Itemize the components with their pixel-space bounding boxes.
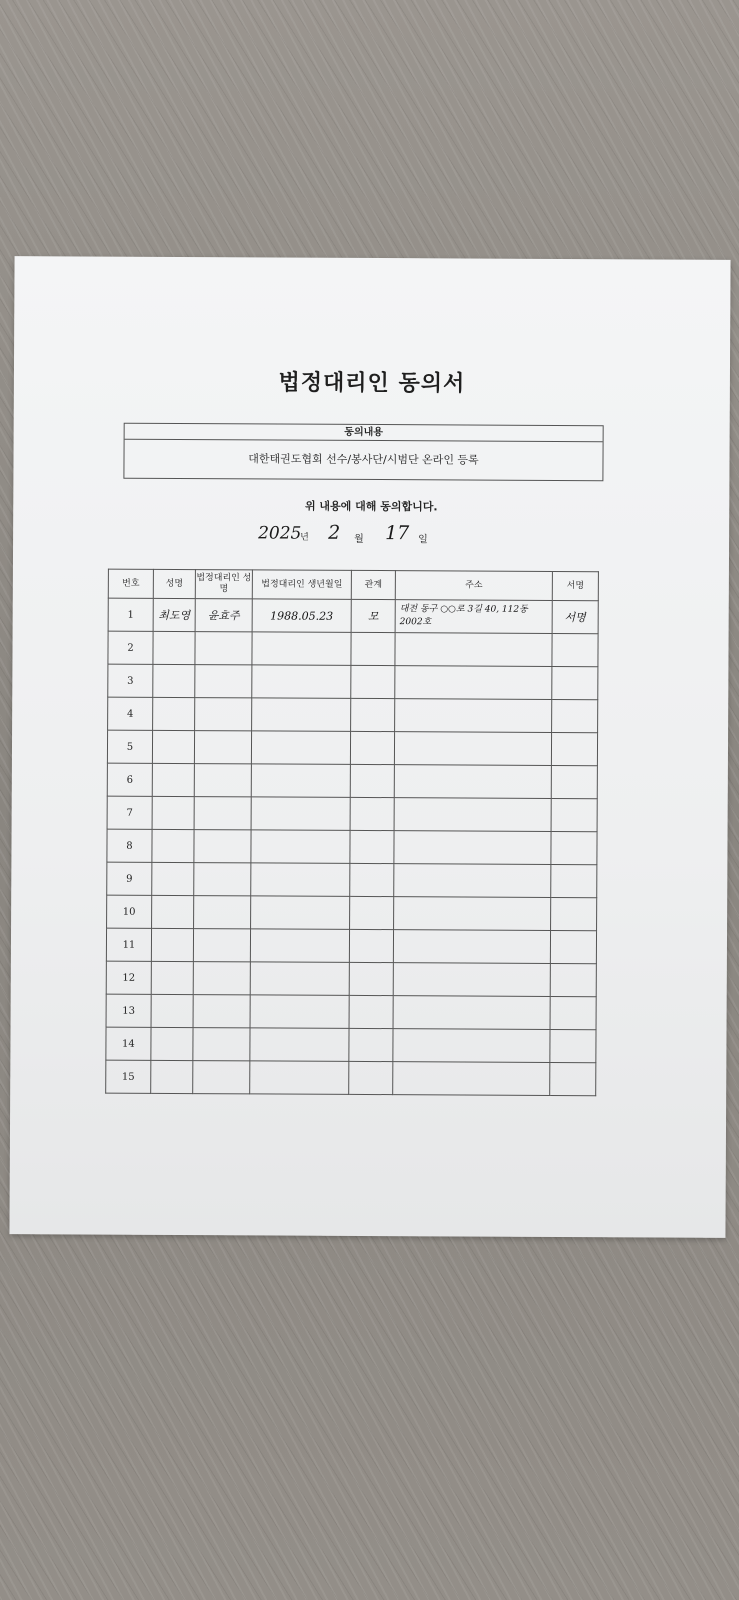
consent-content-box [123, 423, 603, 482]
address-cell: 대전 동구 ○○로 3길 40, 112동 2002호 [395, 600, 552, 634]
signature-cell [550, 963, 596, 996]
guardian-birthdate-cell [251, 830, 350, 864]
guardian-birthdate-cell [252, 632, 351, 666]
guardian-birthdate-cell [250, 962, 349, 996]
table-row [106, 1060, 596, 1096]
relation-cell [350, 797, 394, 830]
header-guardian-birth: 법정대리인 생년월일 [252, 570, 351, 600]
guardian-birthdate-cell [250, 1061, 349, 1095]
row-number-cell: 13 [106, 994, 151, 1027]
agree-statement: 위 내용에 대해 동의합니다. [304, 499, 438, 514]
guardian-birthdate-cell [251, 863, 350, 897]
guardian-name-cell: 윤효주 [195, 599, 252, 632]
row-number-cell: 12 [106, 961, 151, 994]
guardian-birthdate-cell [252, 665, 351, 699]
student-name-cell [152, 895, 194, 928]
guardian-table [105, 569, 599, 1097]
form-title: 법정대리인 동의서 [278, 370, 466, 397]
table-row [107, 763, 597, 799]
student-name-cell [151, 1060, 193, 1093]
guardian-birthdate-cell [251, 797, 350, 831]
student-name-cell [151, 961, 193, 994]
relation-cell [350, 764, 394, 797]
address-cell [394, 798, 551, 832]
signature-cell [551, 897, 597, 930]
row-number-cell: 2 [108, 631, 153, 664]
guardian-birthdate-cell [250, 929, 349, 963]
table-row [107, 862, 597, 898]
address-cell [393, 963, 550, 997]
address-cell [394, 732, 551, 766]
header-guardian-name: 법정대리인 성명 [195, 570, 252, 599]
guardian-name-cell [193, 929, 250, 962]
signature-cell [552, 666, 598, 699]
guardian-name-cell [194, 863, 251, 896]
row-number-cell: 15 [106, 1060, 151, 1093]
signing-date [258, 521, 498, 552]
signature-cell [551, 864, 597, 897]
address-cell [394, 897, 551, 931]
row-number-cell: 1 [108, 598, 153, 631]
signature-cell [551, 732, 597, 765]
student-name-cell [151, 994, 193, 1027]
row-number-cell: 6 [107, 763, 152, 796]
guardian-name-cell [194, 764, 251, 797]
guardian-name-cell [194, 896, 251, 929]
guardian-name-cell [194, 797, 251, 830]
guardian-birthdate-cell [251, 764, 350, 798]
signature-cell [550, 1062, 596, 1095]
consent-content-header: 동의내용 [125, 424, 603, 443]
consent-form-paper [9, 256, 730, 1238]
address-cell [393, 1062, 550, 1096]
address-cell [395, 666, 552, 700]
row-number-cell: 11 [106, 928, 151, 961]
table-row [106, 961, 596, 997]
guardian-birthdate-cell [251, 731, 350, 765]
table-row [107, 895, 597, 931]
student-name-cell [153, 697, 195, 730]
guardian-name-cell [195, 698, 252, 731]
signature-cell [551, 831, 597, 864]
address-cell [393, 930, 550, 964]
consent-content-body: 대한태권도협회 선수/봉사단/시범단 온라인 등록 [248, 452, 479, 467]
guardian-name-cell [194, 731, 251, 764]
student-name-cell: 최도영 [153, 598, 195, 631]
header-relation: 관계 [351, 570, 395, 599]
table-row [108, 697, 598, 733]
guardian-birthdate-cell: 1988.05.23 [252, 599, 351, 633]
table-row [108, 664, 598, 700]
row-number-cell: 8 [107, 829, 152, 862]
guardian-name-cell [194, 830, 251, 863]
relation-cell [351, 665, 395, 698]
student-name-cell [153, 664, 195, 697]
signature-cell [552, 633, 598, 666]
relation-cell [349, 1061, 393, 1094]
date-year: 2025 [258, 523, 302, 544]
guardian-name-cell [195, 632, 252, 665]
relation-cell [350, 830, 394, 863]
signature-cell [551, 798, 597, 831]
row-number-cell: 14 [106, 1027, 151, 1060]
relation-cell [351, 632, 395, 665]
table-row [107, 730, 597, 766]
row-number-cell: 3 [108, 664, 153, 697]
date-day-label: 일 [418, 534, 428, 546]
address-cell [394, 765, 551, 799]
guardian-birthdate-cell [251, 896, 350, 930]
student-name-cell [152, 829, 194, 862]
relation-cell [351, 698, 395, 731]
row-number-cell: 4 [108, 697, 153, 730]
guardian-birthdate-cell [252, 698, 351, 732]
student-name-cell [151, 928, 193, 961]
date-month: 2 [328, 521, 341, 544]
header-address: 주소 [395, 571, 552, 601]
table-body [106, 598, 599, 1096]
signature-cell [550, 1029, 596, 1062]
header-signature: 서명 [552, 571, 598, 600]
relation-cell [349, 1028, 393, 1061]
student-name-cell [151, 1027, 193, 1060]
table-row [106, 928, 596, 964]
row-number-cell: 7 [107, 796, 152, 829]
guardian-birthdate-cell [250, 995, 349, 1029]
student-name-cell [152, 763, 194, 796]
signature-cell [551, 765, 597, 798]
table-header-row [108, 569, 598, 601]
guardian-name-cell [193, 962, 250, 995]
guardian-name-cell [193, 1061, 250, 1094]
table-row [107, 829, 597, 865]
signature-cell [550, 996, 596, 1029]
address-cell [393, 996, 550, 1030]
student-name-cell [152, 730, 194, 763]
date-year-label: 년 [300, 532, 309, 543]
student-name-cell [153, 631, 195, 664]
table-row [108, 631, 598, 667]
row-number-cell: 5 [107, 730, 152, 763]
guardian-name-cell [195, 665, 252, 698]
address-cell [394, 831, 551, 865]
table-row [106, 1027, 596, 1063]
student-name-cell [152, 862, 194, 895]
address-cell [395, 633, 552, 667]
date-day: 17 [385, 522, 410, 545]
relation-cell [350, 863, 394, 896]
row-number-cell: 10 [107, 895, 152, 928]
relation-cell: 모 [351, 599, 395, 632]
header-name: 성명 [153, 569, 195, 598]
row-number-cell: 9 [107, 862, 152, 895]
date-month-label: 월 [354, 533, 364, 545]
guardian-name-cell [193, 1028, 250, 1061]
address-cell [393, 1029, 550, 1063]
table-row [108, 598, 598, 634]
relation-cell [349, 962, 393, 995]
student-name-cell [152, 796, 194, 829]
address-cell [395, 699, 552, 733]
signature-cell [552, 699, 598, 732]
guardian-name-cell [193, 995, 250, 1028]
relation-cell [349, 995, 393, 1028]
address-cell [394, 864, 551, 898]
relation-cell [350, 896, 394, 929]
table-row [107, 796, 597, 832]
relation-cell [350, 731, 394, 764]
guardian-birthdate-cell [250, 1028, 349, 1062]
header-number: 번호 [108, 569, 153, 598]
table-row [106, 994, 596, 1030]
signature-cell: 서명 [552, 600, 598, 633]
signature-cell [550, 930, 596, 963]
relation-cell [349, 929, 393, 962]
